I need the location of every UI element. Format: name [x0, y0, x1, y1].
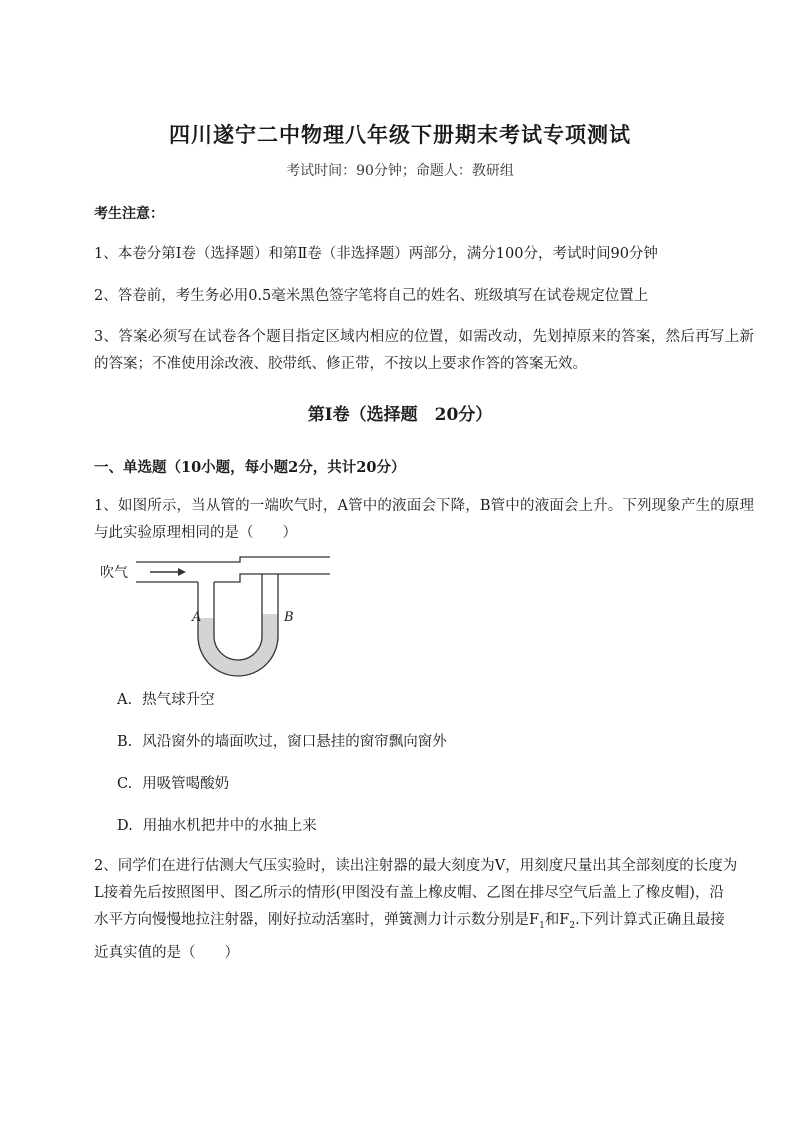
subscript: 1	[539, 920, 545, 931]
question-2-stem	[94, 853, 754, 967]
notice-item: 1、本卷分第I卷（选择题）和第Ⅱ卷（非选择题）两部分，满分100分，考试时间90分钟	[94, 246, 658, 262]
notice-item: 3、答案必须写在试卷各个题目指定区域内相应的位置，如需改动，先划掉原来的答案，然后再写上新的答案；不准使用涂改液、胶带纸、修正带，不按以上要求作答的答案无效。	[94, 329, 754, 372]
option-text: 风沿窗外的墙面吹过，窗口悬挂的窗帘飘向窗外	[142, 734, 447, 750]
question-2-line: L接着先后按照图甲、图乙所示的情形(甲图没有盖上橡皮帽、乙图在排尽空气后盖上了橡皮帽)，沿	[94, 885, 724, 901]
notice-item: 2、答卷前，考生务必用0.5毫米黑色签字笔将自己的姓名、班级填写在试卷规定位置上	[94, 288, 649, 304]
option-letter: C.	[117, 776, 133, 792]
question-2-line: 2、同学们在进行估测大气压实验时，读出注射器的最大刻度为V，用刻度尺量出其全部刻度的长度为	[94, 858, 738, 874]
option-b[interactable]	[117, 730, 447, 751]
option-letter: B.	[117, 734, 133, 750]
option-a[interactable]	[117, 688, 215, 709]
u-tube-figure	[100, 556, 350, 670]
option-text: 用抽水机把井中的水抽上来	[142, 818, 317, 834]
option-c[interactable]	[117, 772, 229, 793]
blow-label: 吹气	[100, 565, 128, 581]
notice-heading: 考生注意：	[94, 206, 164, 222]
question-1-stem: 1、如图所示，当从管的一端吹气时，A管中的液面会下降，B管中的液面会上升。下列现象产生的原理与此实验原理相同的是（ ）	[94, 498, 754, 541]
option-text: 用吸管喝酸奶	[142, 776, 230, 792]
option-text: 热气球升空	[142, 692, 215, 708]
section-title: 第I卷（选择题 20分）	[307, 405, 493, 425]
option-letter: A.	[117, 692, 133, 708]
page-title: 四川遂宁二中物理八年级下册期末考试专项测试	[169, 122, 631, 147]
tube-a-label: A	[192, 610, 202, 625]
tube-b-label: B	[284, 610, 294, 625]
question-2-line: 水平方向慢慢地拉注射器，刚好拉动活塞时，弹簧测力计示数分别是$F_1$和$F_2$.下列计算式正确且最接	[94, 912, 725, 931]
subscript: 2	[569, 920, 576, 931]
exam-info: 考试时间：90分钟；命题人：教研组	[286, 163, 514, 179]
question-2-line: 近真实值的是（ ）	[94, 944, 239, 961]
question-group-title: 一、单选题（10小题，每小题2分，共计20分）	[94, 459, 406, 476]
option-letter: D.	[117, 818, 133, 834]
option-d[interactable]	[117, 814, 317, 835]
